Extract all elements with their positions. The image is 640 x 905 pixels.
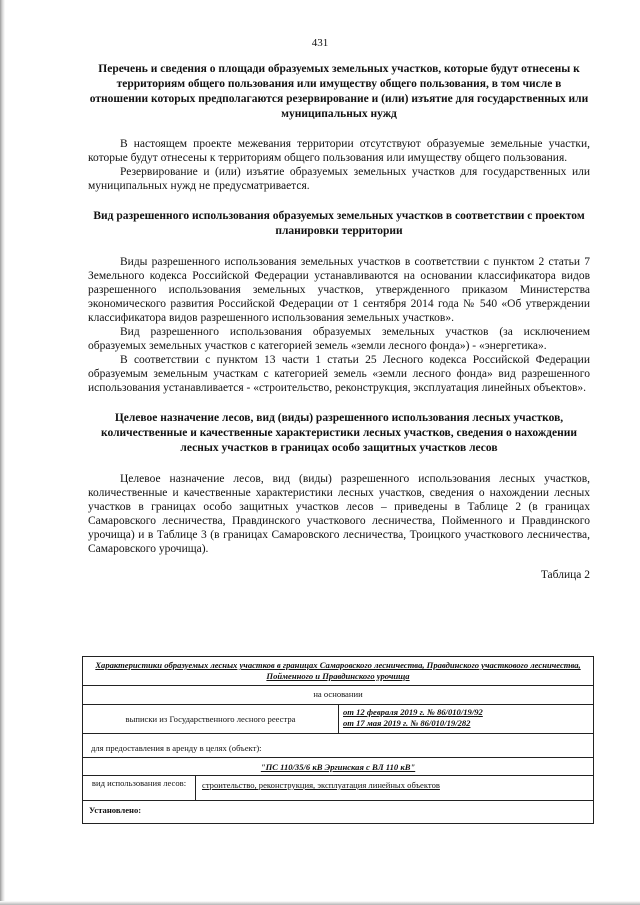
heading-public-land: Перечень и сведения о площади образуемых земельных участков, которые будут отнесены к территориям общего пользования или имуществу общего пользования, в том числе в отношении которых предполагаются резервирование и (или) изъятие для государственных или муниципальных нужд: [89, 63, 589, 120]
section-permitted-use: [88, 255, 590, 395]
paragraph: Вид разрешенного использования образуемых земельных участков (за исключением образуемых земельных участков с категорией земель «земли лесного фонда») - «энергетика».: [88, 326, 590, 352]
registry-extract-1: от 12 февраля 2019 г. № 86/010/19/92: [343, 707, 483, 717]
registry-label: выписки из Государственного лесного реестра: [83, 705, 339, 733]
object-name: "ПС 110/35/6 кВ Эргинская с ВЛ 110 кВ": [260, 762, 416, 772]
table-header-row: [83, 657, 593, 685]
established-row: Установлено:: [83, 800, 593, 823]
table-caption: Таблица 2: [540, 569, 590, 581]
forest-use-label: вид использования лесов:: [83, 776, 196, 800]
paragraph: Резервирование и (или) изъятие образуемых земельных участков для государственных или муниципальных нужд не предусматривается.: [88, 166, 590, 192]
object-row: [83, 757, 593, 775]
scan-bottom-edge: [0, 901, 640, 905]
scan-left-edge: [0, 0, 5, 905]
section-public-land: [88, 137, 590, 193]
registry-values: [339, 705, 593, 733]
paragraph: В соответствии с пунктом 13 части 1 статьи 25 Лесного кодекса Российской Федерации образуемым земельным участкам с категорией земель «земли лесного фонда» вид разрешенного использования устанавливается - «строительство, реконструкция, эксплуатация линейных объектов».: [88, 354, 590, 394]
basis-row: на основании: [83, 685, 593, 704]
heading-forest-purpose: Целевое назначение лесов, вид (виды) разрешенного использования лесных участков, количественные и качественные характеристики лесных участков, сведения о нахождении лесных участков в границах особо защитных участков лесов: [101, 412, 577, 454]
document-body: [88, 62, 590, 582]
rent-purpose-row: для предоставления в аренду в целях (объект):: [83, 733, 593, 757]
page-number: 431: [311, 37, 329, 49]
registry-extract-2: от 17 мая 2019 г. № 86/010/19/282: [343, 718, 471, 728]
registry-row: [83, 704, 593, 733]
forest-use-row: [83, 775, 593, 800]
forest-plots-table: [82, 656, 594, 824]
paragraph: В настоящем проекте межевания территории отсутствуют образуемые земельные участки, которые будут отнесены к территориям общего пользования или имуществу общего пользования.: [88, 138, 590, 164]
heading-permitted-use: Вид разрешенного использования образуемых земельных участков в соответствии с проектом планировки территории: [93, 210, 585, 237]
section-forest-purpose: [88, 472, 590, 556]
table-header-text: Характеристики образуемых лесных участков в границах Самаровского лесничества, Правдинского участкового лесничества, Пойменного и Правдинского урочища: [95, 660, 581, 681]
paragraph: Целевое назначение лесов, вид (виды) разрешенного использования лесных участков, количественные и качественные характеристики лесных участков, сведения о нахождении лесных участков в границах особо защитных участков лесов – приведены в Таблице 2 (в границах Самаровского лесничества, Правдинского участкового лесничества, Пойменного и Правдинского урочища) и в Таблице 3 (в границах Самаровского лесничества, Троицкого участкового лесничества, Самаровского урочища).: [88, 473, 590, 555]
paragraph: Виды разрешенного использования земельных участков в соответствии с пунктом 2 статьи 7 Земельного кодекса Российской Федерации устанавливаются на основании классификатора видов разрешенного использования земельных участков, утвержденного приказом Министерства экономического развития Российской Федерации от 1 сентября 2014 года № 540 «Об утверждении классификатора видов разрешенного использования земельных участков».: [88, 256, 590, 324]
forest-use-value: строительство, реконструкция, эксплуатация линейных объектов: [202, 780, 440, 790]
